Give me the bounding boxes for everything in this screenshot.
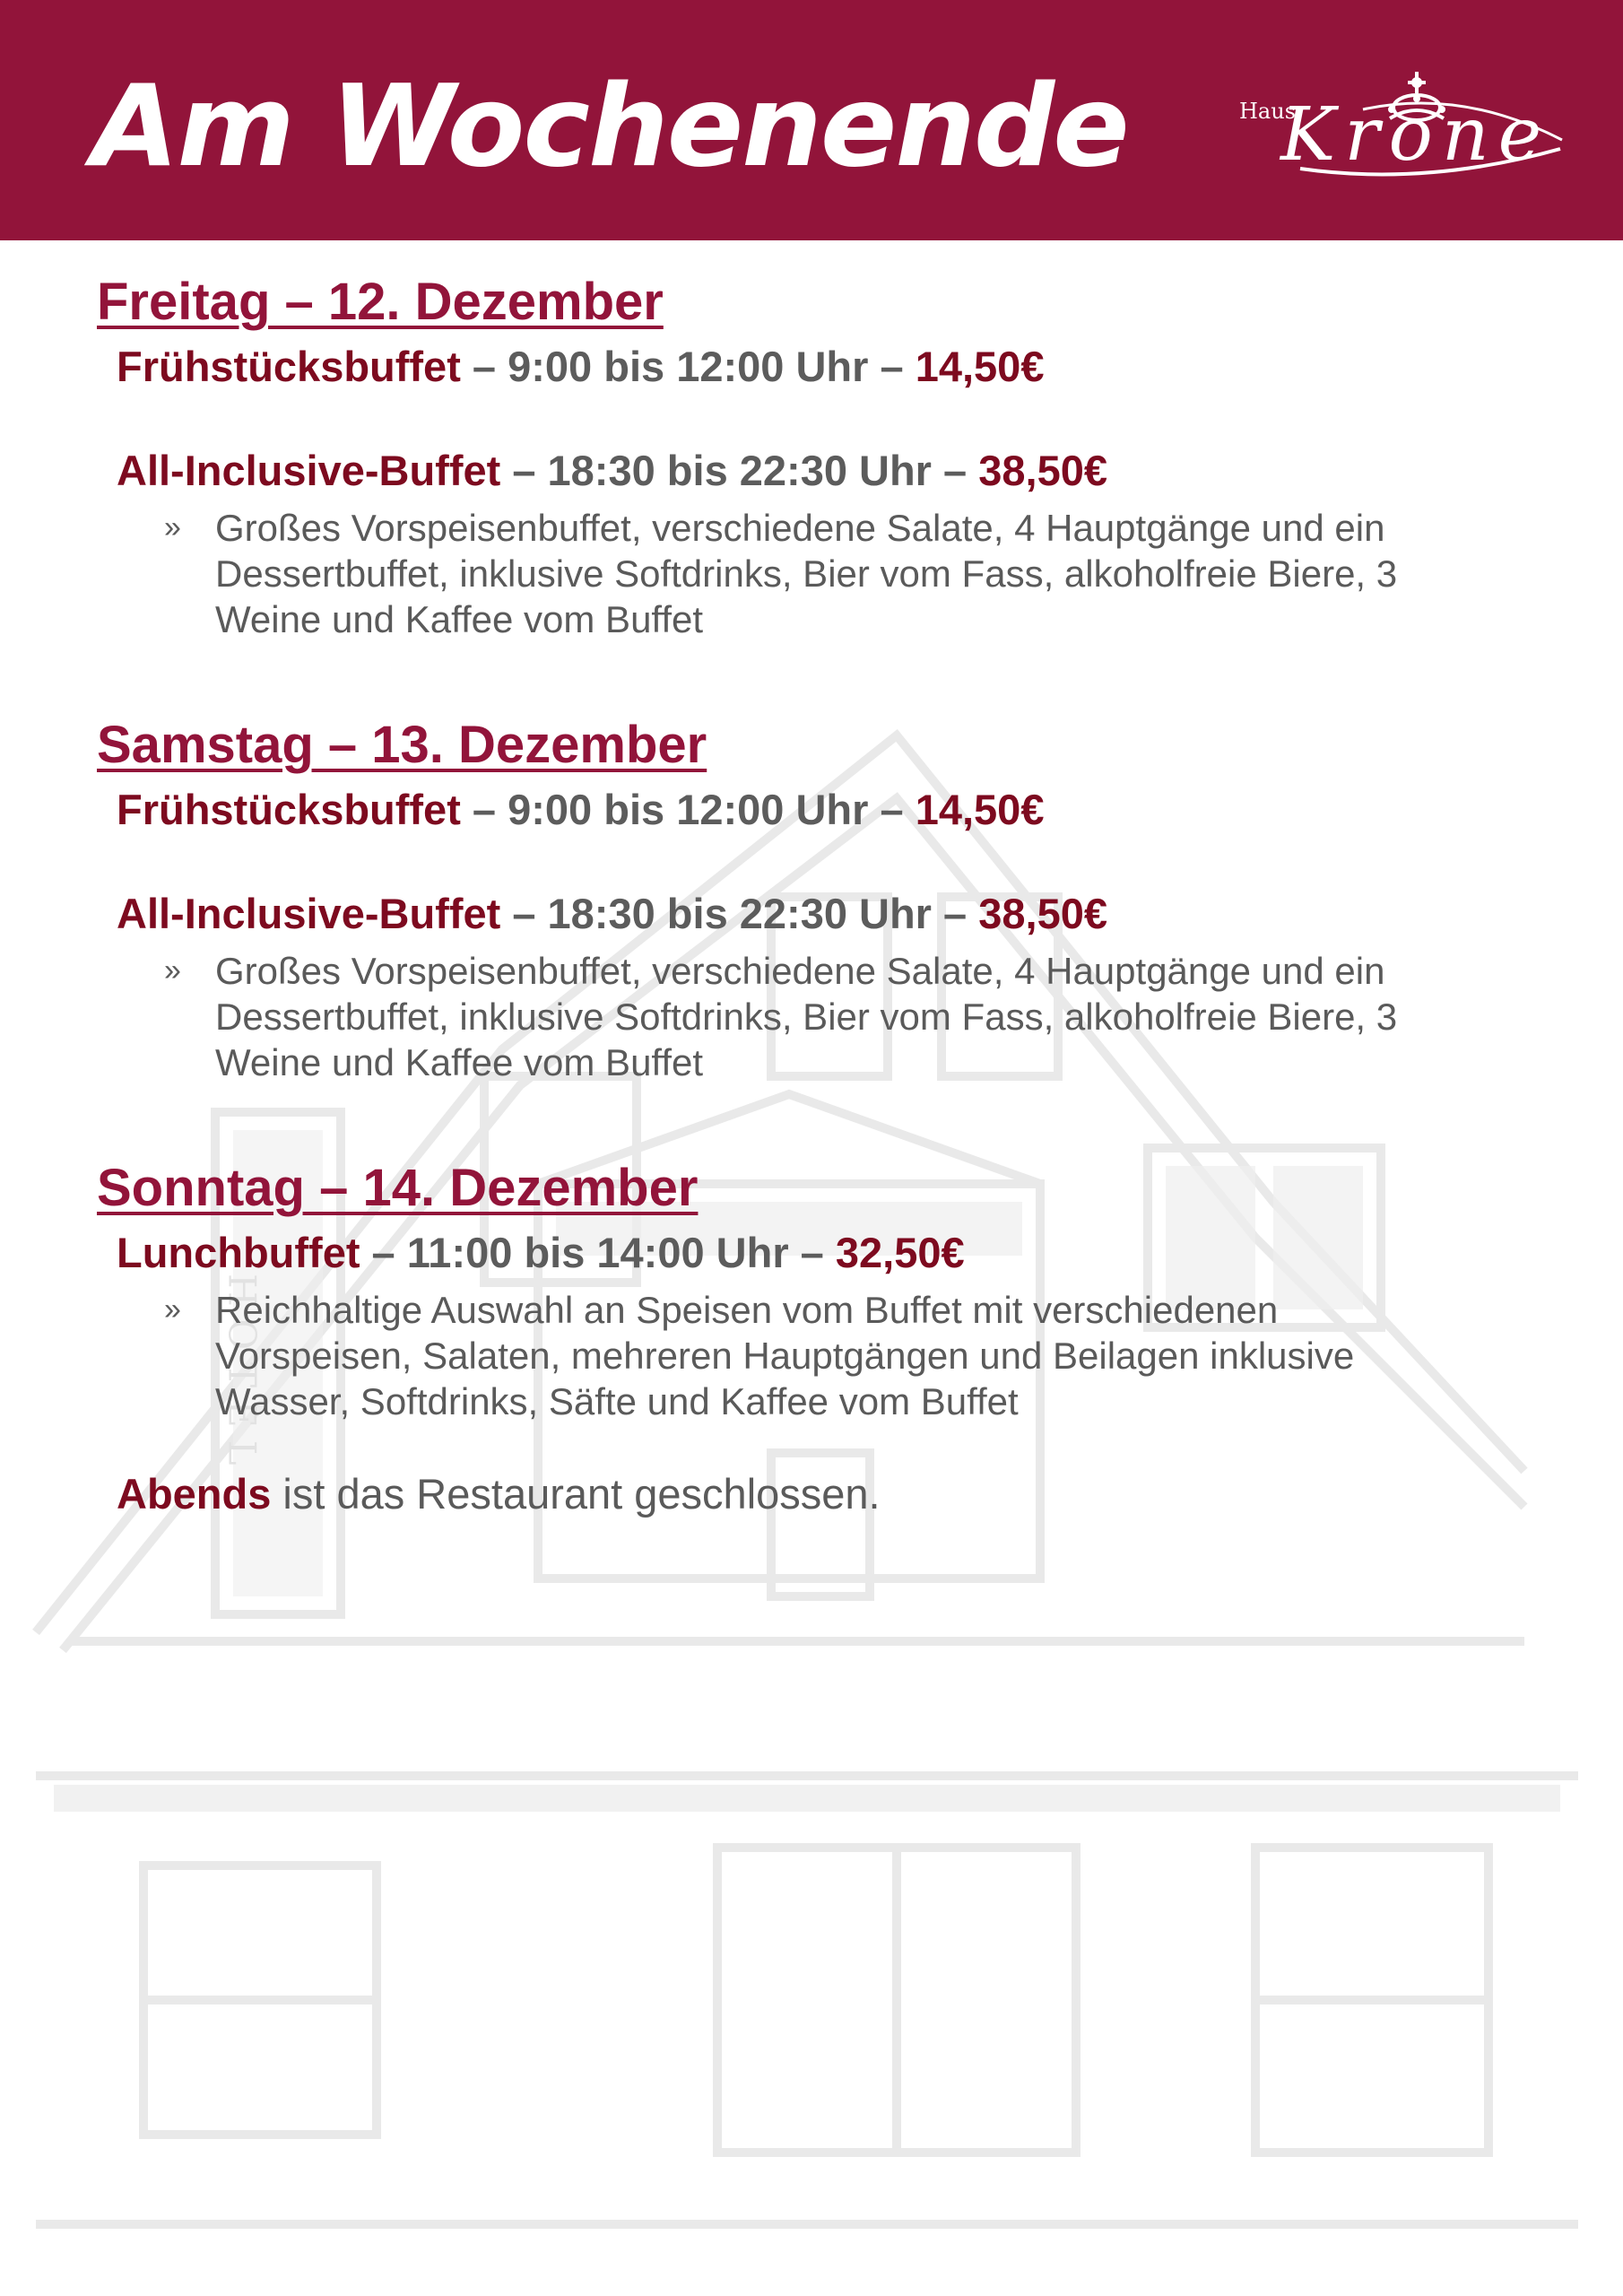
day-title: Samstag – 13. Dezember — [97, 716, 707, 774]
separator: – — [868, 343, 916, 390]
separator: – — [931, 890, 979, 937]
offer-line — [117, 341, 1044, 393]
separator: – — [360, 1229, 407, 1276]
description-text: Großes Vorspeisenbuffet, verschiedene Salate, 4 Hauptgänge und ein Dessertbuffet, inklusive Softdrinks, Bier vom Fass, alkoholfreie Biere, 3 Weine und Kaffee vom Buffet — [215, 950, 1398, 1083]
separator: – — [460, 786, 508, 833]
separator: – — [460, 343, 508, 390]
offer-price: 38,50€ — [978, 890, 1108, 937]
offer-line — [117, 784, 1044, 836]
offer-name: Lunchbuffet — [117, 1229, 360, 1276]
separator: – — [868, 786, 916, 833]
bullet-icon: » — [164, 1292, 181, 1326]
logo-small-text: Haus — [1239, 99, 1297, 124]
closing-highlight: Abends — [117, 1470, 272, 1518]
offer-price: 14,50€ — [915, 343, 1045, 390]
offer-name: All-Inclusive-Buffet — [117, 447, 501, 494]
closing-note — [117, 1468, 881, 1520]
day-title: Freitag – 12. Dezember — [97, 273, 664, 331]
separator: – — [931, 447, 979, 494]
description-text: Reichhaltige Auswahl an Speisen vom Buffet mit verschiedenen Vorspeisen, Salaten, mehreren Hauptgängen und Beilagen inklusive Wasser, Softdrinks, Säfte und Kaffee vom Buffet — [215, 1289, 1355, 1422]
separator: – — [500, 447, 548, 494]
offer-price: 14,50€ — [915, 786, 1045, 833]
offer-time: 9:00 bis 12:00 Uhr — [508, 343, 869, 390]
offer-name: All-Inclusive-Buffet — [117, 890, 501, 937]
description-text: Großes Vorspeisenbuffet, verschiedene Salate, 4 Hauptgänge und ein Dessertbuffet, inklusive Softdrinks, Bier vom Fass, alkoholfreie Biere, 3 Weine und Kaffee vom Buffet — [215, 507, 1398, 640]
offer-name: Frühstücksbuffet — [117, 786, 461, 833]
offer-price: 32,50€ — [835, 1229, 965, 1276]
logo-script-text: Krone — [1280, 92, 1551, 178]
offer-name: Frühstücksbuffet — [117, 343, 461, 390]
page-title: Am Wochenende — [91, 60, 1128, 192]
offer-time: 11:00 bis 14:00 Uhr — [406, 1229, 789, 1276]
offer-line — [117, 1227, 965, 1279]
offer-line — [117, 445, 1107, 497]
offer-time: 9:00 bis 12:00 Uhr — [508, 786, 869, 833]
closing-text: ist das Restaurant geschlossen. — [271, 1470, 881, 1518]
day-title: Sonntag – 14. Dezember — [97, 1159, 699, 1217]
offer-price: 38,50€ — [978, 447, 1108, 494]
offer-time: 18:30 bis 22:30 Uhr — [547, 447, 932, 494]
separator: – — [500, 890, 548, 937]
bullet-icon: » — [164, 510, 181, 544]
offer-line — [117, 888, 1107, 940]
offer-time: 18:30 bis 22:30 Uhr — [547, 890, 932, 937]
bullet-icon: » — [164, 953, 181, 987]
hotel-sign-text: HOTEL — [220, 1274, 265, 1478]
separator: – — [788, 1229, 836, 1276]
